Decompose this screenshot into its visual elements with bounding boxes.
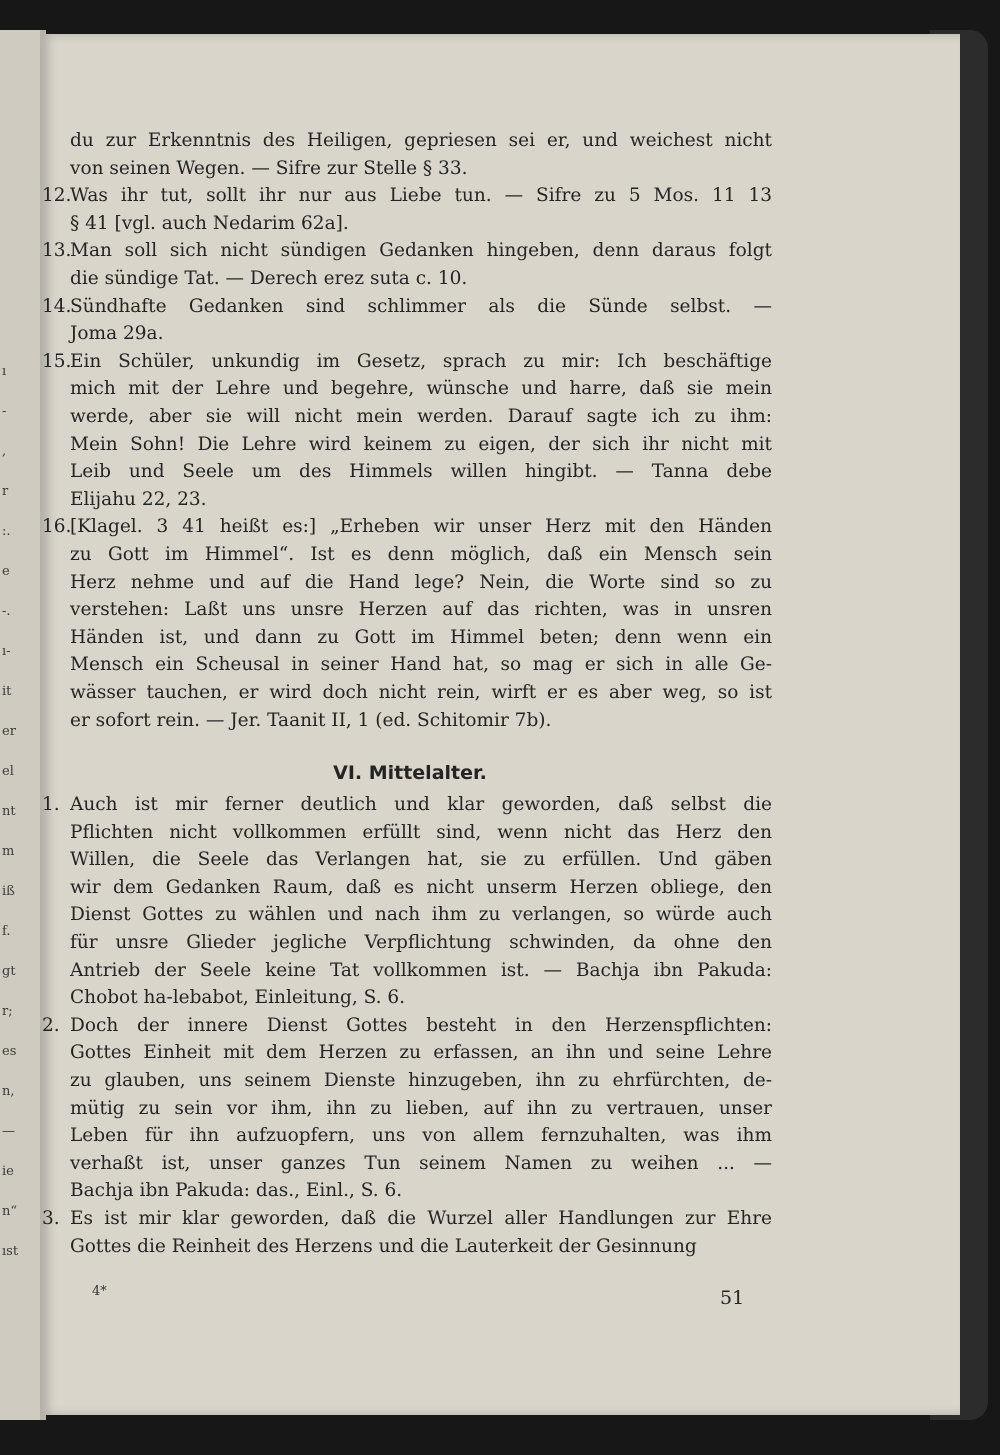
text-line <box>70 846 772 874</box>
text-line <box>70 624 772 652</box>
text-line <box>70 265 772 293</box>
line-text: Auch ist mir ferner deutlich und klar geworden, daß selbst die <box>70 794 772 815</box>
page-number: 51 <box>720 1287 745 1309</box>
text-line <box>70 1150 772 1178</box>
line-text: du zur Erkenntnis des Heiligen, gepriesen sei er, und weichest nicht <box>70 130 772 151</box>
text-line <box>70 320 772 348</box>
line-text: Joma 29a. <box>70 323 164 345</box>
line-text: Pflichten nicht vollkommen erfüllt sind, wenn nicht das Herz den <box>70 821 772 843</box>
line-text: mütig zu sein vor ihm, ihn zu lieben, auf ihn zu vertrauen, unser <box>70 1097 772 1119</box>
line-text: er sofort rein. — Jer. Taanit II, 1 (ed. Schitomir 7b). <box>70 709 552 731</box>
previous-page-fragment: e <box>2 564 10 579</box>
previous-page-fragment: f. <box>2 924 11 939</box>
text-line <box>42 348 772 376</box>
text-line <box>70 458 772 486</box>
item-number: 14. <box>42 295 72 317</box>
line-text: § 41 [vgl. auch Nedarim 62a]. <box>70 212 349 234</box>
text-line <box>70 431 772 459</box>
line-text: Bachja ibn Pakuda: das., Einl., S. 6. <box>70 1180 403 1202</box>
line-text: wässer tauchen, er wird doch nicht rein, wirft er es aber weg, so ist <box>70 682 772 703</box>
previous-page-fragment: m <box>2 844 15 859</box>
text-line <box>70 929 772 957</box>
previous-page-fragment: es <box>2 1044 17 1059</box>
item-number: 15. <box>42 350 72 372</box>
text-line <box>70 127 772 155</box>
page-text-block <box>40 34 960 1415</box>
text-line <box>70 1039 772 1067</box>
previous-page-fragment: gt <box>2 964 16 979</box>
previous-page-fragment: r <box>2 484 9 499</box>
section-heading: VI. Mittelalter. <box>333 762 487 784</box>
line-text: Willen, die Seele das Verlangen hat, sie zu erfüllen. Und gäben <box>70 849 772 871</box>
text-line <box>42 1205 772 1233</box>
text-line <box>70 486 772 514</box>
text-line <box>42 791 772 819</box>
item-number: 13. <box>42 240 72 262</box>
line-text: die sündige Tat. — Derech erez suta c. 10. <box>70 268 468 289</box>
text-line <box>70 1233 772 1261</box>
book-page <box>40 34 960 1415</box>
line-text: Leben für ihn aufzuopfern, uns von allem fernzuhalten, was ihm <box>70 1125 772 1147</box>
text-line <box>70 957 772 985</box>
item-number: 1. <box>42 794 60 815</box>
line-text: zu Gott im Himmel“. Ist es denn möglich, daß ein Mensch sein <box>70 544 772 565</box>
text-line <box>42 293 772 321</box>
text-line <box>70 210 772 238</box>
text-line <box>70 1177 772 1205</box>
text-line <box>70 1095 772 1123</box>
text-line <box>70 541 772 569</box>
signature-mark: 4* <box>92 1284 107 1299</box>
text-line <box>70 819 772 847</box>
line-text: Was ihr tut, sollt ihr nur aus Liebe tun. — Sifre zu 5 Mos. 11 13 <box>70 185 772 207</box>
text-line <box>70 707 772 735</box>
text-line <box>70 874 772 902</box>
previous-page-fragment: ı- <box>2 644 11 659</box>
previous-page-fragment: iß <box>2 884 15 899</box>
previous-page-fragment: er <box>2 724 16 739</box>
previous-page-fragment: -. <box>2 604 11 619</box>
text-line <box>42 237 772 265</box>
text-line <box>70 1067 772 1095</box>
previous-page-fragment: :. <box>2 524 11 539</box>
line-text: Es ist mir klar geworden, daß die Wurzel aller Handlungen zur Ehre <box>70 1208 772 1229</box>
line-text: Dienst Gottes zu wählen und nach ihm zu verlangen, so würde auch <box>70 904 772 926</box>
line-text: Gottes die Reinheit des Herzens und die Lauterkeit der Gesinnung <box>70 1235 697 1257</box>
text-line <box>70 984 772 1012</box>
previous-page-fragment: n, <box>2 1084 15 1099</box>
previous-page-fragment: r; <box>2 1004 13 1019</box>
item-number: 2. <box>42 1014 60 1036</box>
line-text: mich mit der Lehre und begehre, wünsche und harre, daß sie mein <box>70 378 772 400</box>
text-line <box>42 513 772 541</box>
line-text: Leib und Seele um des Himmels willen hingibt. — Tanna debe <box>70 461 772 483</box>
previous-page-fragment: — <box>2 1124 15 1139</box>
text-line <box>70 569 772 597</box>
line-text: [Klagel. 3 41 heißt es:] „Erheben wir unser Herz mit den Händen <box>70 516 772 538</box>
line-text: verhaßt ist, unser ganzes Tun seinem Namen zu weihen ... — <box>70 1152 772 1174</box>
previous-page-fragment: el <box>2 764 14 779</box>
previous-page-fragment: ı <box>2 364 7 379</box>
previous-page-fragment: it <box>2 684 12 699</box>
line-text: Elijahu 22, 23. <box>70 488 207 510</box>
previous-page-fragment: nt <box>2 804 16 819</box>
previous-page-fragment: ie <box>2 1164 14 1179</box>
line-text: zu glauben, uns seinem Dienste hinzugeben, ihn zu ehrfürchten, de- <box>70 1070 772 1091</box>
previous-page-fragment: , <box>2 444 7 459</box>
line-text: verstehen: Laßt uns unsre Herzen auf das richten, was in unsren <box>70 599 772 621</box>
text-line <box>70 403 772 431</box>
line-text: Chobot ha-lebabot, Einleitung, S. 6. <box>70 987 406 1009</box>
line-text: Doch der innere Dienst Gottes besteht in den Herzenspflichten: <box>70 1014 772 1036</box>
line-text: Mein Sohn! Die Lehre wird keinem zu eigen, der sich ihr nicht mit <box>70 433 772 455</box>
line-text: Man soll sich nicht sündigen Gedanken hingeben, denn daraus folgt <box>70 240 772 262</box>
text-line <box>70 596 772 624</box>
line-text: Ein Schüler, unkundig im Gesetz, sprach zu mir: Ich beschäftige <box>70 350 772 372</box>
text-line <box>70 155 772 183</box>
text-line <box>70 651 772 679</box>
item-number: 3. <box>42 1208 60 1229</box>
line-text: Gottes Einheit mit dem Herzen zu erfassen, an ihn und seine Lehre <box>70 1042 772 1064</box>
item-number: 16. <box>42 516 72 538</box>
line-text: für unsre Glieder jegliche Verpflichtung schwinden, da ohne den <box>70 932 772 953</box>
previous-page-fragment: - <box>2 404 7 419</box>
line-text: Mensch ein Scheusal in seiner Hand hat, so mag er sich in alle Ge- <box>70 654 772 676</box>
line-text: Händen ist, und dann zu Gott im Himmel beten; denn wenn ein <box>70 626 772 648</box>
line-text: wir dem Gedanken Raum, daß es nicht unserm Herzen obliege, den <box>70 876 772 898</box>
line-text: werde, aber sie will nicht mein werden. Darauf sagte ich zu ihm: <box>70 406 772 427</box>
text-line <box>70 1122 772 1150</box>
text-line <box>42 182 772 210</box>
line-text: von seinen Wegen. — Sifre zur Stelle § 33. <box>70 157 468 179</box>
text-line <box>42 1012 772 1040</box>
item-number: 12. <box>42 185 72 207</box>
previous-page-fragment: ıst <box>2 1244 19 1259</box>
text-line <box>70 375 772 403</box>
line-text: Herz nehme und auf die Hand lege? Nein, die Worte sind so zu <box>70 571 772 593</box>
line-text: Antrieb der Seele keine Tat vollkommen ist. — Bachja ibn Pakuda: <box>70 959 772 981</box>
text-line <box>70 901 772 929</box>
text-line <box>70 679 772 707</box>
line-text: Sündhafte Gedanken sind schlimmer als die Sünde selbst. — <box>70 295 772 317</box>
previous-page-fragment: n“ <box>2 1204 18 1219</box>
